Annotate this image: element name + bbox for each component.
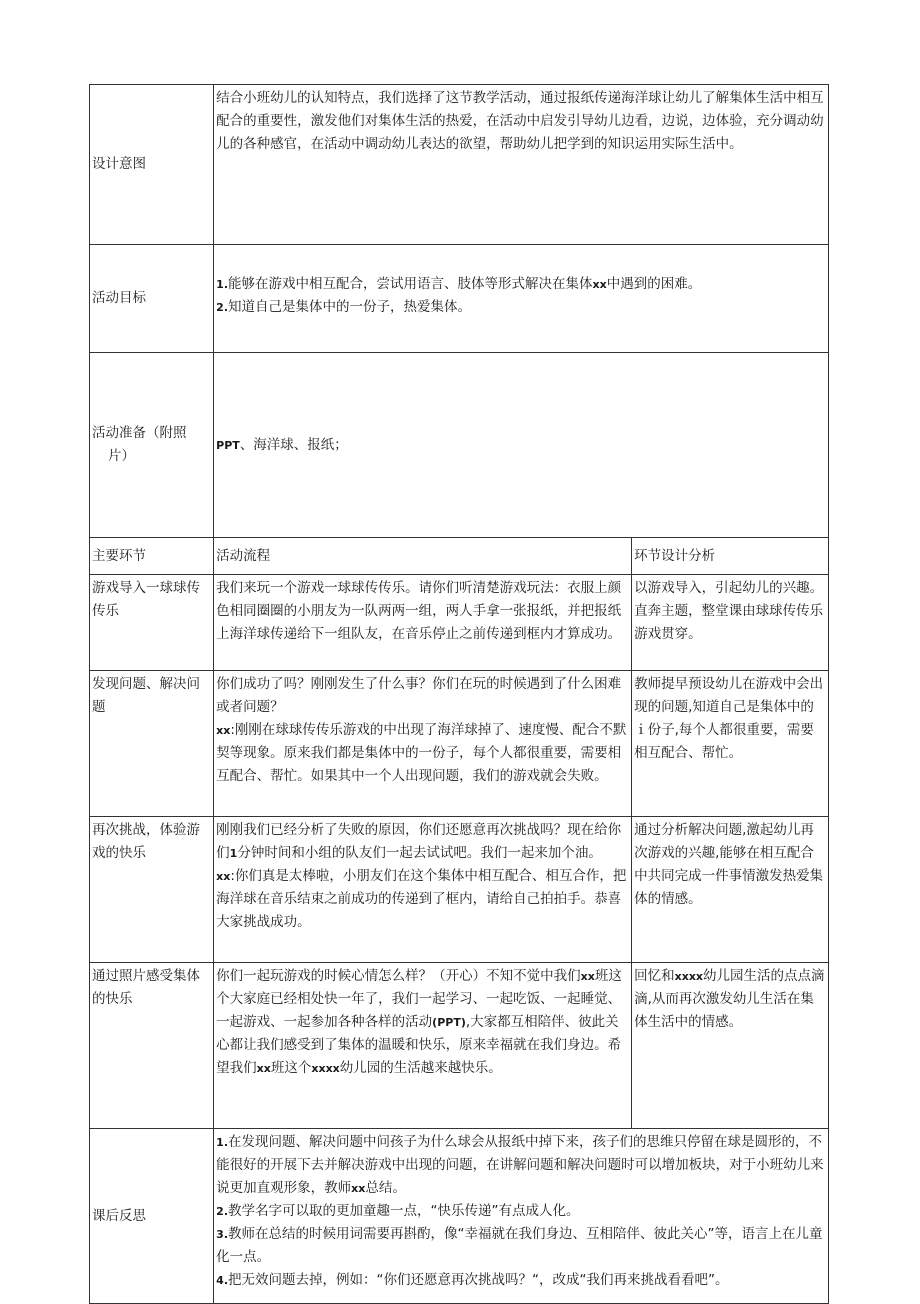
lesson-plan-document [89, 84, 829, 1304]
step-analysis: 回忆和xxxx幼儿园生活的点点滴滴,从而再次激发幼儿生活在集体生活中的情感。 [632, 963, 829, 1129]
header-row [90, 538, 829, 575]
goals-row [90, 245, 829, 353]
design-intent-content: 结合小班幼儿的认知特点，我们选择了这节教学活动，通过报纸传递海洋球让幼儿了解集体生活中相互配合的重要性，激发他们对集体生活的热爱，在活动中启发引导幼儿边看，边说，边体验，充分调动幼儿的各种感官，在活动中调动幼儿表达的欲望，帮助幼儿把学到的知识运用实际生活中。 [214, 85, 829, 245]
step-stage: 游戏导入一球球传传乐 [90, 575, 214, 671]
prep-label: 活动准备（附照 片） [90, 353, 214, 538]
header-stage: 主要环节 [90, 538, 214, 575]
step-stage: 再次挑战，体验游戏的快乐 [90, 817, 214, 963]
reflection-content [214, 1129, 829, 1304]
reflection-item: 1.在发现问题、解决问题中问孩子为什么球会从报纸中掉下来，孩子们的思维只停留在球是圆形的，不能很好的开展下去并解决游戏中出现的问题，在讲解问题和解决问题时可以增加板块，对于小班幼儿来说更加直观形象，教师xx总结。 [216, 1134, 824, 1196]
step-row [90, 817, 829, 963]
step-analysis: 以游戏导入，引起幼儿的兴趣。直奔主题，整堂课由球球传传乐游戏贯穿。 [632, 575, 829, 671]
header-flow: 活动流程 [214, 538, 632, 575]
reflection-item: 4.把无效问题去掉，例如：“你们还愿意再次挑战吗？“，改成“我们再来挑战看看吧”。 [216, 1272, 729, 1288]
reflection-item: 2.教学名字可以取的更加童趣一点，“快乐传递”有点成人化。 [216, 1203, 580, 1219]
design-intent-row [90, 85, 829, 245]
header-analysis: 环节设计分析 [632, 538, 829, 575]
reflection-item: 3.教师在总结的时候用词需要再斟酌，像“幸福就在我们身边、互相陪伴、彼此关心”等，语言上在儿童化一点。 [216, 1226, 823, 1265]
step-row [90, 963, 829, 1129]
lesson-plan-table [89, 84, 829, 1304]
step-flow: 你们成功了吗？刚刚发生了什么事？你们在玩的时候遇到了什么困难或者问题？ xx:刚刚在球球传传乐游戏的中出现了海洋球掉了、速度慢、配合不默契等现象。原来我们都是集体中的一份子，每个人都很重要，需要相互配合、帮忙。如果其中一个人出现问题，我们的游戏就会失败。 [214, 671, 632, 817]
prep-row [90, 353, 829, 538]
prep-content: PPT、海洋球、报纸； [214, 353, 829, 538]
step-row [90, 671, 829, 817]
goal-item: 2.知道自己是集体中的一份子，热爱集体。 [216, 299, 472, 315]
goals-content [214, 245, 829, 353]
step-stage: 发现问题、解决问题 [90, 671, 214, 817]
step-flow: 我们来玩一个游戏一球球传传乐。请你们听清楚游戏玩法：衣服上颜色相同圈圈的小朋友为一队两两一组，两人手拿一张报纸，并把报纸上海洋球传递给下一组队友，在音乐停止之前传递到框内才算成功。 [214, 575, 632, 671]
goals-label: 活动目标 [90, 245, 214, 353]
step-analysis: 教师提早预设幼儿在游戏中会出现的问题,知道自己是集体中的ｉ份子,每个人都很重要，需要相互配合、帮忙。 [632, 671, 829, 817]
goal-item: 1.能够在游戏中相互配合，尝试用语言、肢体等形式解决在集体xx中遇到的困难。 [216, 276, 702, 292]
reflection-row [90, 1129, 829, 1304]
step-analysis: 通过分析解决问题,激起幼儿再次游戏的兴趣,能够在相互配合中共同完成一件事情激发热爱集体的情感。 [632, 817, 829, 963]
reflection-label: 课后反思 [90, 1129, 214, 1304]
step-stage: 通过照片感受集体的快乐 [90, 963, 214, 1129]
step-flow: 你们一起玩游戏的时候心情怎么样？（开心）不知不觉中我们xx班这个大家庭已经相处快一年了，我们一起学习、一起吃饭、一起睡觉、一起游戏、一起参加各种各样的活动(PPT),大家都互相陪伴、彼此关心都让我们感受到了集体的温暖和快乐，原来幸福就在我们身边。希望我们xx班这个xxxx幼儿园的生活越来越快乐。 [214, 963, 632, 1129]
design-intent-label: 设计意图 [90, 85, 214, 245]
step-row [90, 575, 829, 671]
step-flow: 刚刚我们已经分析了失败的原因，你们还愿意再次挑战吗？现在给你们1分钟时间和小组的队友们一起去试试吧。我们一起来加个油。 xx:你们真是太棒啦，小朋友们在这个集体中相互配合、相互合作，把海洋球在音乐结束之前成功的传递到了框内，请给自己拍拍手。恭喜大家挑战成功。 [214, 817, 632, 963]
